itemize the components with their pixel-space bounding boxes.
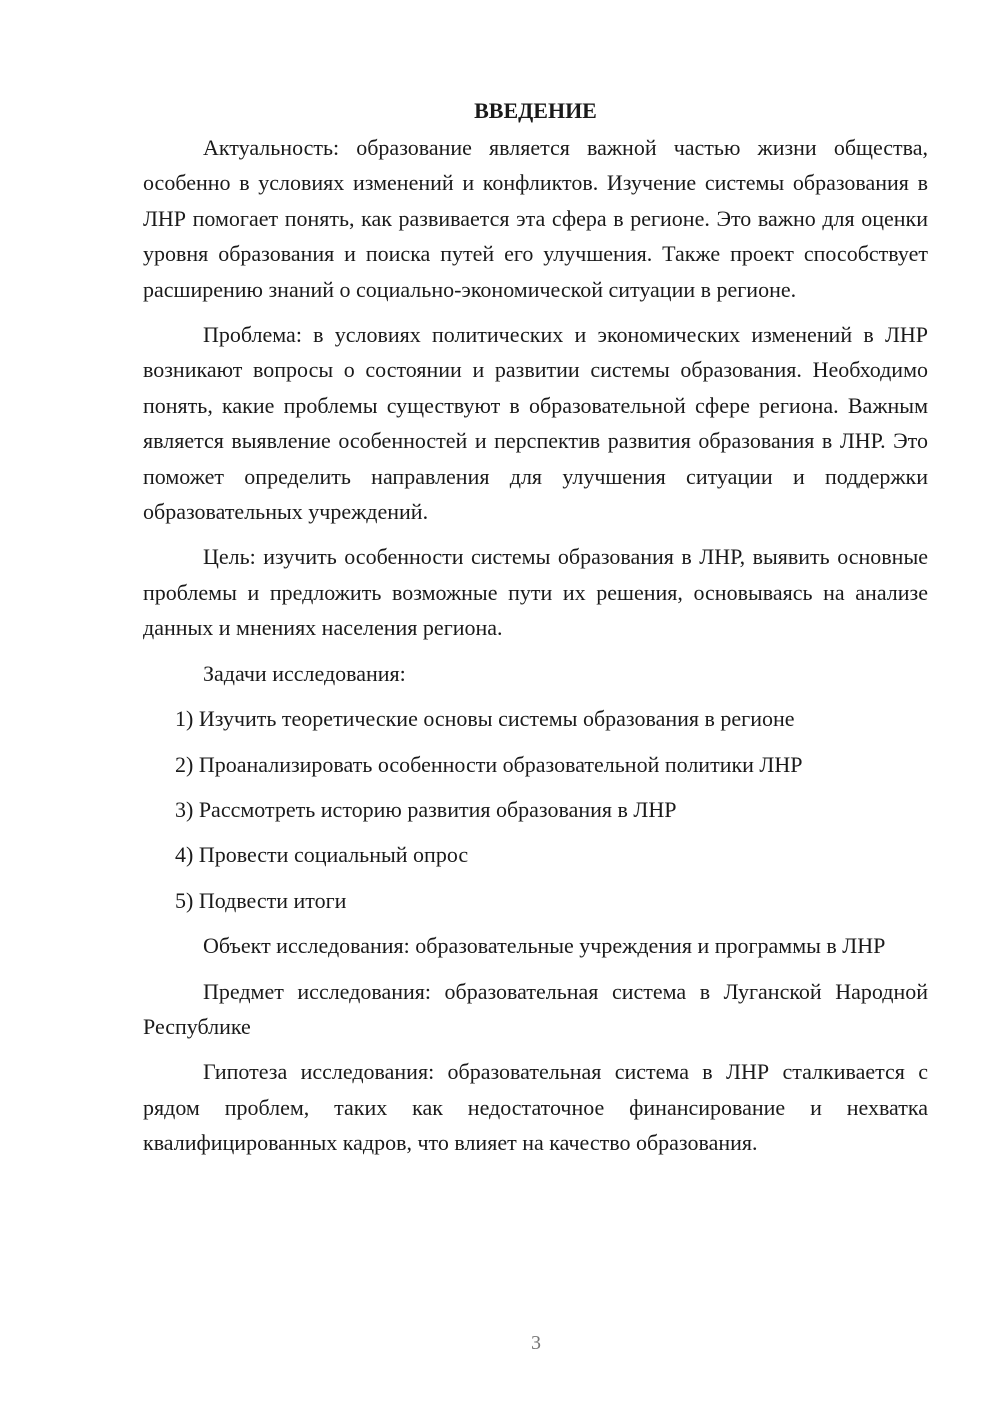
problem-paragraph: Проблема: в условиях политических и экономических изменений в ЛНР возникают вопросы о состоянии и развитии системы образования. Необходимо понять, какие проблемы существуют в образовательной сфере региона. Важным является выявление особенностей и перспектив развития образования в ЛНР. Это поможет определить направления для улучшения ситуации и поддержки образовательных учреждений. xyxy=(143,322,928,525)
list-item: 5) Подвести итоги xyxy=(175,887,347,913)
tasks-heading: Задачи исследования: xyxy=(203,660,406,686)
goal-paragraph: Цель: изучить особенности системы образования в ЛНР, выявить основные проблемы и предложить возможные пути их решения, основываясь на анализе данных и мнениях населения региона. xyxy=(143,544,928,641)
page-title: ВВЕДЕНИЕ xyxy=(474,98,597,123)
list-item: 2) Проанализировать особенности образовательной политики ЛНР xyxy=(175,751,803,777)
subject-paragraph: Предмет исследования: образовательная система в Луганской Народной Республике xyxy=(143,978,928,1039)
page-number: 3 xyxy=(531,1332,541,1354)
list-item: 1) Изучить теоретические основы системы образования в регионе xyxy=(175,706,795,732)
document-page xyxy=(143,93,928,1161)
relevance-paragraph: Актуальность: образование является важной частью жизни общества, особенно в условиях изменений и конфликтов. Изучение системы образования в ЛНР помогает понять, как развивается эта сфера в регионе. Это важно для оценки уровня образования и поиска путей его улучшения. Также проект способствует расширению знаний о социально-экономической ситуации в регионе. xyxy=(143,135,928,302)
tasks-list xyxy=(143,701,928,918)
list-item: 4) Провести социальный опрос xyxy=(175,842,469,868)
hypothesis-paragraph: Гипотеза исследования: образовательная система в ЛНР сталкивается с рядом проблем, таких как недостаточное финансирование и нехватка квалифицированных кадров, что влияет на качество образования. xyxy=(143,1059,928,1156)
object-paragraph: Объект исследования: образовательные учреждения и программы в ЛНР xyxy=(203,933,886,959)
list-item: 3) Рассмотреть историю развития образования в ЛНР xyxy=(175,796,677,822)
